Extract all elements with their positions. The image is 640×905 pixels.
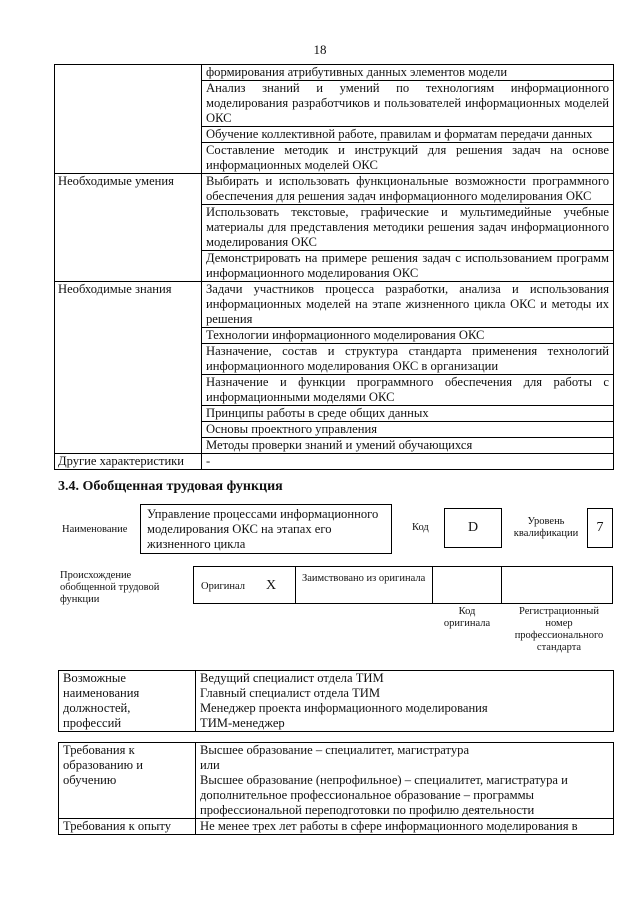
row-label: Другие характеристики xyxy=(55,454,202,470)
table-row xyxy=(59,743,614,819)
name-label: Наименование xyxy=(62,524,128,535)
divider xyxy=(501,567,502,603)
level-box xyxy=(587,508,613,548)
table-cell: Технологии информационного моделирования ОКС xyxy=(202,328,614,344)
list-item: Высшее образование (непрофильное) – специалитет, магистратура и дополнительное профессиональное образование – программы профессиональной переподготовки по профилю деятельности xyxy=(200,773,568,817)
origin-box xyxy=(193,566,613,604)
skills-table xyxy=(54,64,614,470)
table-cell: Обучение коллективной работе, правилам и форматам передачи данных xyxy=(202,127,614,143)
divider xyxy=(295,567,296,603)
table-row xyxy=(59,671,614,732)
positions-table xyxy=(58,670,614,732)
table-cell xyxy=(196,671,614,732)
row-label: Требования к образованию и обучению xyxy=(59,743,196,819)
row-label: Требования к опыту xyxy=(59,819,196,835)
list-item: ТИМ-менеджер xyxy=(200,716,285,730)
requirements-table xyxy=(58,742,614,835)
origin-label: Происхождение обобщенной трудовой функции xyxy=(60,570,160,605)
table-row xyxy=(59,819,614,835)
name-value: Управление процессами информационного моделирования ОКС на этапах его жизненного цикла xyxy=(147,507,379,551)
table-cell: Составление методик и инструкций для решения задач на основе информационных моделей ОКС xyxy=(202,143,614,174)
list-item: Ведущий специалист отдела ТИМ xyxy=(200,671,384,685)
reg-number-caption: Регистрационный номер профессионального стандарта xyxy=(514,606,604,653)
section-title: 3.4. Обобщенная трудовая функция xyxy=(58,479,283,494)
original-label: Оригинал xyxy=(201,581,245,592)
table-cell: формирования атрибутивных данных элементов модели xyxy=(202,65,614,81)
code-original-caption: Код оригинала xyxy=(443,606,491,629)
table-cell: Методы проверки знаний и умений обучающихся xyxy=(202,438,614,454)
code-value: D xyxy=(467,520,479,535)
list-item: Главный специалист отдела ТИМ xyxy=(200,686,381,700)
row-label: Необходимые умения xyxy=(55,174,202,282)
table-cell: Использовать текстовые, графические и мультимедийные учебные материалы для представления методики решения задач информационного моделирования ОКС xyxy=(202,205,614,251)
list-item: Высшее образование – специалитет, магистратура xyxy=(200,743,470,757)
table-cell: Анализ знаний и умений по технологиям информационного моделирования разработчиков и пользователей информационных моделей ОКС xyxy=(202,81,614,127)
table-row xyxy=(55,174,614,205)
row-label: Возможные наименования должностей, профессий xyxy=(59,671,196,732)
table-cell: Назначение и функции программного обеспечения для работы с информационными моделями ОКС xyxy=(202,375,614,406)
borrowed-label: Заимствовано из оригинала xyxy=(302,573,426,584)
list-item: или xyxy=(200,758,220,772)
table-row xyxy=(55,454,614,470)
row-label xyxy=(55,65,202,174)
table-cell xyxy=(196,743,614,819)
table-cell: Выбирать и использовать функциональные возможности программного обеспечения для решения задач информационного моделирования ОКС xyxy=(202,174,614,205)
table-row xyxy=(55,282,614,328)
table-cell: Назначение, состав и структура стандарта применения технологий информационного моделирования ОКС в организации xyxy=(202,344,614,375)
table-cell: Демонстрировать на примере решения задач с использованием программ информационного моделирования ОКС xyxy=(202,251,614,282)
code-box xyxy=(444,508,502,548)
level-label: Уровень квалификации xyxy=(513,516,579,539)
table-row xyxy=(55,65,614,81)
original-mark: X xyxy=(266,578,277,593)
list-item: Менеджер проекта информационного моделирования xyxy=(200,701,488,715)
table-cell: - xyxy=(202,454,614,470)
divider xyxy=(432,567,433,603)
row-label: Необходимые знания xyxy=(55,282,202,454)
table-cell: Принципы работы в среде общих данных xyxy=(202,406,614,422)
name-box xyxy=(140,504,392,554)
table-cell: Основы проектного управления xyxy=(202,422,614,438)
level-value: 7 xyxy=(596,520,604,535)
table-cell: Не менее трех лет работы в сфере информационного моделирования в xyxy=(196,819,614,835)
code-label: Код xyxy=(412,522,429,533)
table-cell: Задачи участников процесса разработки, анализа и использования информационных моделей на этапе жизненного цикла ОКС и методы их решения xyxy=(202,282,614,328)
page-number: 18 xyxy=(313,42,327,57)
